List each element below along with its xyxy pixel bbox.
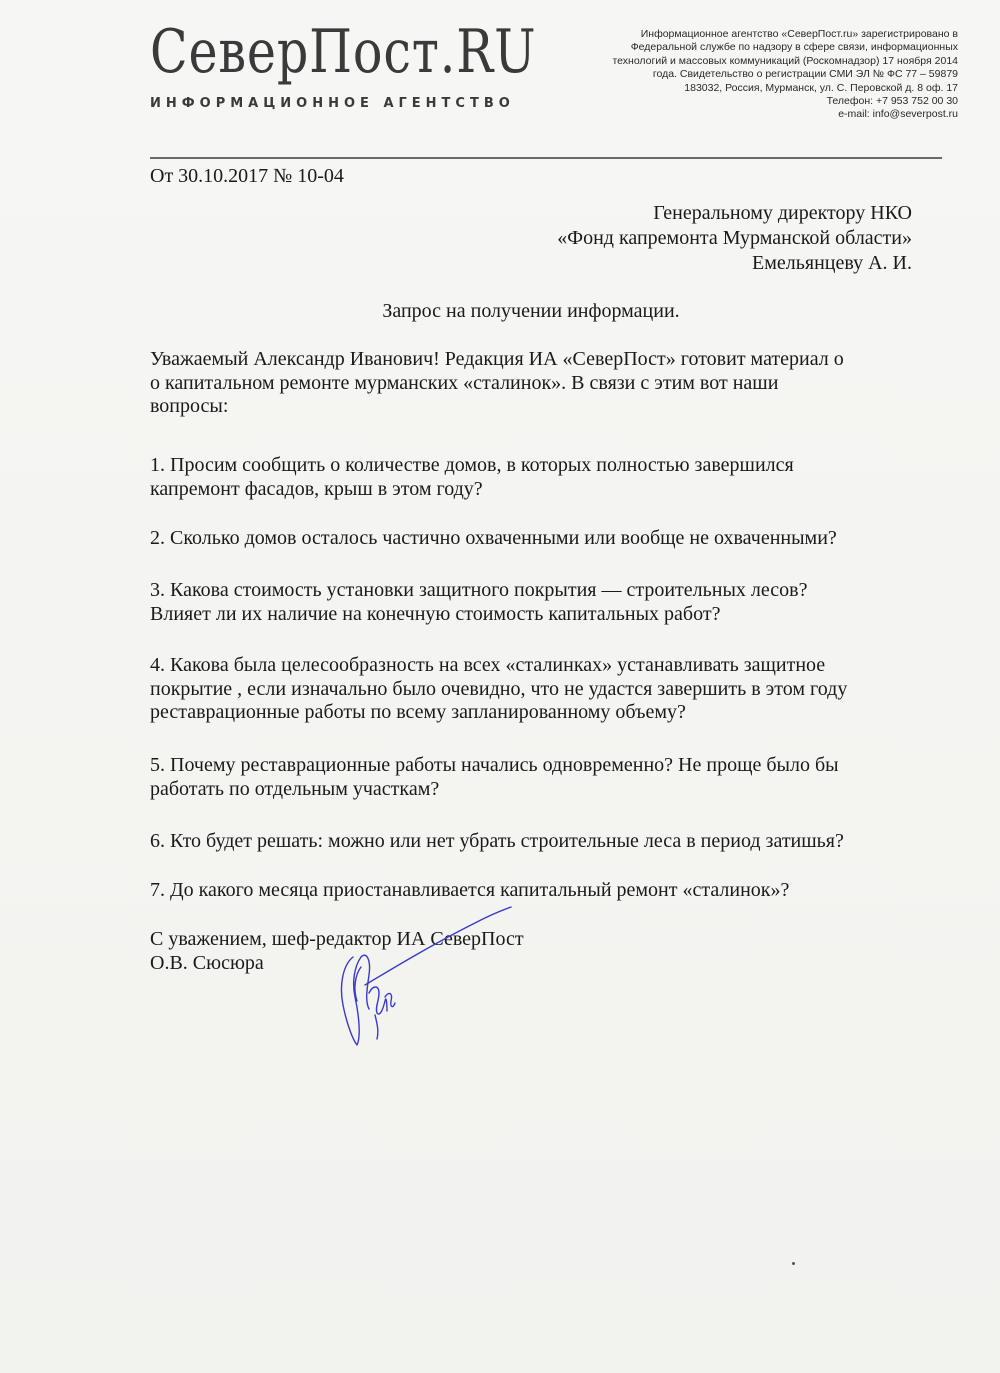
- question-line: покрытие , если изначально было очевидно, что не удастся завершить в этом году: [150, 677, 848, 700]
- intro-line: Уважаемый Александр Иванович! Редакция ИА «СеверПост» готовит материал о: [150, 348, 844, 370]
- signatory-name: О.В. Сюсюра: [150, 951, 264, 974]
- question-2: [150, 527, 930, 551]
- question-line: 4. Какова была целесообразность на всех «сталинках» устанавливать защитное: [150, 654, 826, 676]
- addressee-line: Генеральному директору НКО: [653, 202, 912, 224]
- agency-info-line: года. Свидетельство о регистрации СМИ ЭЛ № ФС 77 – 59879: [652, 68, 958, 81]
- question-line: 7. До какого месяца приостанавливается капитальный ремонт «сталинок»?: [150, 879, 790, 901]
- question-line: реставрационные работы по всему запланированному объему?: [150, 701, 686, 723]
- addressee-line: Емельянцеву А. И.: [752, 252, 912, 274]
- question-line: Влияет ли их наличие на конечную стоимость капитальных работ?: [150, 602, 721, 625]
- intro-line: о капитальном ремонте мурманских «сталинок». В связи с этим вот наши: [150, 371, 779, 394]
- question-line: 5. Почему реставрационные работы начались одновременно? Не проще было бы: [150, 754, 839, 776]
- addressee-line: «Фонд капремонта Мурманской области»: [557, 227, 912, 249]
- intro-line: вопросы:: [150, 395, 229, 417]
- question-1: [150, 454, 930, 501]
- handwritten-signature: [325, 905, 515, 1055]
- question-line: 3. Какова стоимость установки защитного покрытия — строительных лесов?: [150, 579, 808, 601]
- agency-address: 183032, Россия, Мурманск, ул. С. Перовской д. 8 оф. 17: [684, 81, 958, 94]
- question-5: [150, 754, 930, 801]
- letter-reference: От 30.10.2017 № 10-04: [150, 165, 344, 187]
- agency-phone: Телефон: +7 953 752 00 30: [826, 95, 958, 108]
- agency-info-line: Федеральной службе по надзору в сфере связи, информационных: [630, 41, 958, 54]
- question-line: 2. Сколько домов осталось частично охваченными или вообще не охваченными?: [150, 527, 837, 549]
- header-divider: [150, 157, 942, 159]
- intro-paragraph: [150, 348, 930, 419]
- agency-info-line: Информационное агентство «СеверПост.ru» зарегистрировано в: [640, 28, 958, 40]
- question-line: капремонт фасадов, крыш в этом году?: [150, 477, 483, 500]
- question-6: [150, 830, 930, 854]
- question-line: работать по отдельным участкам?: [150, 777, 440, 800]
- question-3: [150, 579, 930, 626]
- question-line: 1. Просим сообщить о количестве домов, в которых полностью завершился: [150, 454, 794, 476]
- question-7: [150, 879, 930, 903]
- closing-line: С уважением, шеф-редактор ИА СеверПост: [150, 928, 524, 950]
- question-line: 6. Кто будет решать: можно или нет убрать строительные леса в период затишья?: [150, 830, 844, 852]
- request-title: Запрос на получении информации.: [382, 300, 680, 322]
- agency-registration-info: [558, 28, 958, 122]
- logo-title: СеверПост.RU: [150, 17, 537, 87]
- addressee-block: [557, 201, 912, 276]
- agency-email: e-mail: info@severpost.ru: [838, 108, 958, 121]
- logo: [150, 17, 537, 111]
- question-4: [150, 654, 930, 725]
- agency-info-line: технологий и массовых коммуникаций (Роскомнадзор) 17 ноября 2014: [612, 54, 958, 67]
- logo-subtitle: ИНФОРМАЦИОННОЕ АГЕНТСТВО: [150, 96, 515, 111]
- scan-speck: [792, 1262, 795, 1265]
